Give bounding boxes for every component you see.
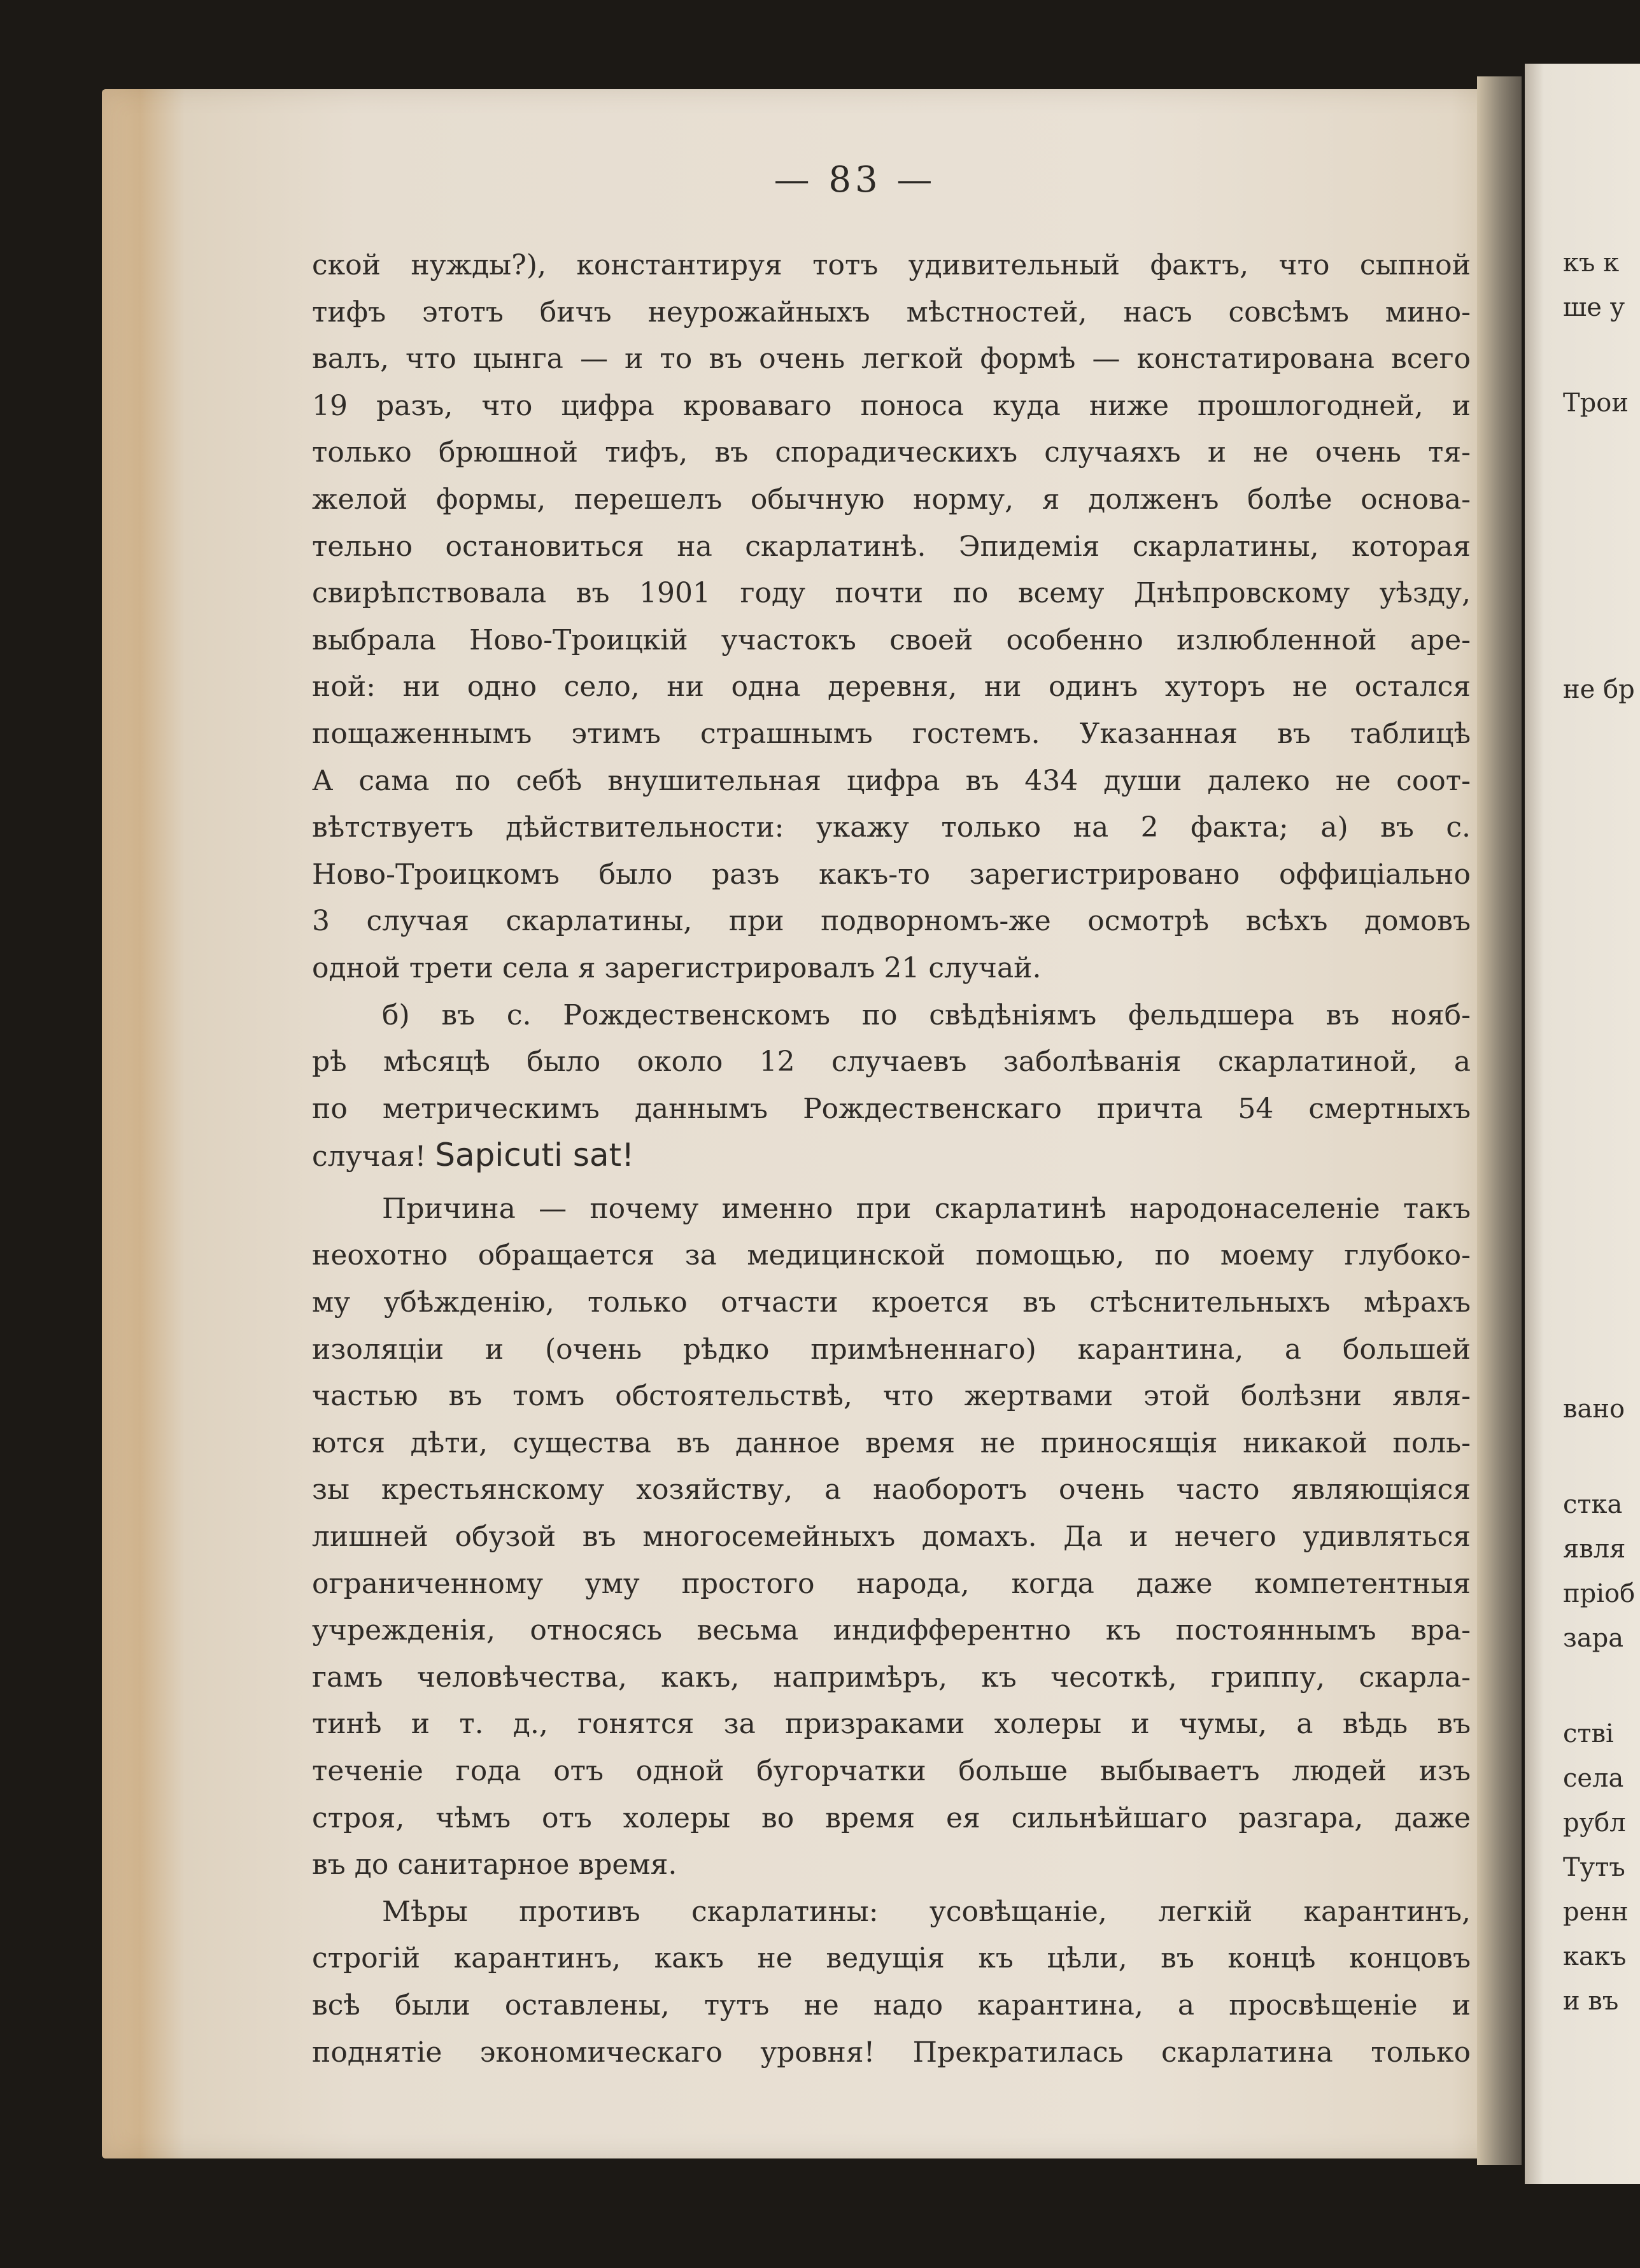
fragment: зара: [1563, 1624, 1624, 1653]
text-line: въ до санитарное время.: [312, 1848, 677, 1882]
text-line: гамъ человѣчества, какъ, напримѣръ, къ чесоткѣ, гриппу, скарла-: [312, 1661, 1471, 1694]
text-line: желой формы, перешелъ обычную норму, я долженъ болѣе основа-: [312, 483, 1471, 516]
fragment: и въ: [1563, 1987, 1619, 2016]
fragment: ствi: [1563, 1719, 1614, 1748]
text-line: неохотно обращается за медицинской помощью, по моему глубоко-: [312, 1239, 1471, 1272]
fragment: села: [1563, 1764, 1624, 1793]
page-number: — 83 —: [774, 159, 937, 201]
text-line: тинѣ и т. д., гонятся за призраками холеры и чумы, а вѣдь въ: [312, 1708, 1471, 1741]
text-line: строя, чѣмъ отъ холеры во время ея сильнѣйшаго разгара, даже: [312, 1801, 1471, 1834]
text-line: учрежденія, относясь весьма индифферентно къ постояннымъ вра-: [312, 1614, 1471, 1647]
fragment: пріоб: [1563, 1579, 1636, 1608]
text-line: теченіе года отъ одной бугорчатки больше выбываетъ людей изъ: [312, 1755, 1471, 1787]
book-gutter: [1477, 76, 1522, 2165]
fragment: вано: [1563, 1394, 1625, 1424]
latin-phrase: Sapicuti sat!: [435, 1137, 635, 1174]
text-line: 3 случая скарлатины, при подворномъ-же осмотрѣ всѣхъ домовъ: [312, 905, 1471, 938]
text-line: одной трети села я зарегистрировалъ 21 случай.: [312, 951, 1042, 984]
text-line: тельно остановиться на скарлатинѣ. Эпидемія скарлатины, которая: [312, 530, 1471, 563]
text-line: частью въ томъ обстоятельствѣ, что жертвами этой болѣзни явля-: [312, 1380, 1471, 1413]
text-line: поднятіе экономическаго уровня! Прекратилась скарлатина только: [312, 2036, 1471, 2069]
fragment: ше у: [1563, 293, 1625, 322]
text-line: ограниченному уму простого народа, когда даже компетентныя: [312, 1567, 1471, 1600]
fragment: ренн: [1563, 1897, 1629, 1927]
page-text: [312, 242, 1471, 2076]
text-line: ются дѣти, существа въ данное время не приносящія никакой поль-: [312, 1426, 1471, 1459]
text-line: валъ, что цынга — и то въ очень легкой формѣ — констатирована всего: [312, 343, 1471, 376]
text-line: [312, 1132, 1471, 1179]
text-fragment: случая!: [312, 1140, 427, 1173]
text-line: изоляціи и (очень рѣдко примѣненнаго) карантина, а большей: [312, 1333, 1471, 1366]
text-line: А сама по себѣ внушительная цифра въ 434 души далеко не соот-: [312, 764, 1471, 797]
text-line: тифъ этотъ бичъ неурожайныхъ мѣстностей, насъ совсѣмъ мино-: [312, 295, 1471, 329]
text-line: ской нужды?), константируя тотъ удивительный фактъ, что сыпной: [312, 249, 1471, 281]
text-line: 19 разъ, что цифра кроваваго поноса куда ниже прошлогодней, и: [312, 389, 1471, 422]
text-line: рѣ мѣсяцѣ было около 12 случаевъ заболѣванія скарлатиной, а: [312, 1045, 1471, 1079]
text-line: Причина — почему именно при скарлатинѣ народонаселеніе такъ: [382, 1192, 1471, 1225]
fragment: явля: [1563, 1534, 1626, 1564]
fragment: Трои: [1563, 388, 1629, 418]
text-line: Мѣры противъ скарлатины: усовѣщаніе, легкій карантинъ,: [382, 1895, 1471, 1928]
text-line: Ново-Троицкомъ было разъ какъ-то зарегистрировано оффиціально: [312, 858, 1471, 891]
text-line: пощаженнымъ этимъ страшнымъ гостемъ. Указанная въ таблицѣ: [312, 717, 1471, 750]
text-line: вѣтствуетъ дѣйствительности: укажу только на 2 факта; а) въ с.: [312, 811, 1471, 844]
text-line: ной: ни одно село, ни одна деревня, ни одинъ хуторъ не остался: [312, 670, 1471, 704]
text-line: зы крестьянскому хозяйству, а наоборотъ очень часто являющіяся: [312, 1473, 1471, 1506]
fragment: къ к: [1563, 248, 1620, 278]
fragment: рубл: [1563, 1808, 1626, 1838]
text-line: выбрала Ново-Троицкій участокъ своей особенно излюбленной аре-: [312, 623, 1471, 656]
text-line: строгій карантинъ, какъ не ведущія къ цѣли, въ концѣ концовъ: [312, 1942, 1471, 1975]
text-line: лишней обузой въ многосемейныхъ домахъ. Да и нечего удивляться: [312, 1520, 1471, 1554]
text-line: по метрическимъ даннымъ Рождественскаго причта 54 смертныхъ: [312, 1092, 1471, 1125]
text-line: всѣ были оставлены, тутъ не надо карантина, а просвѣщеніе и: [312, 1988, 1471, 2022]
fragment: какъ: [1563, 1942, 1627, 1971]
fragment: стка: [1563, 1490, 1623, 1519]
text-line: свирѣпствовала въ 1901 году почти по всему Днѣпровскому уѣзду,: [312, 577, 1471, 610]
text-line: только брюшной тифъ, въ спорадическихъ случаяхъ и не очень тя-: [312, 436, 1471, 469]
text-line: б) въ с. Рождественскомъ по свѣдѣніямъ фельдшера въ нояб-: [382, 998, 1471, 1031]
fragment: Тутъ: [1563, 1853, 1625, 1882]
fragment: не бр: [1563, 675, 1635, 704]
text-line: му убѣжденію, только отчасти кроется въ стѣснительныхъ мѣрахъ: [312, 1286, 1471, 1319]
